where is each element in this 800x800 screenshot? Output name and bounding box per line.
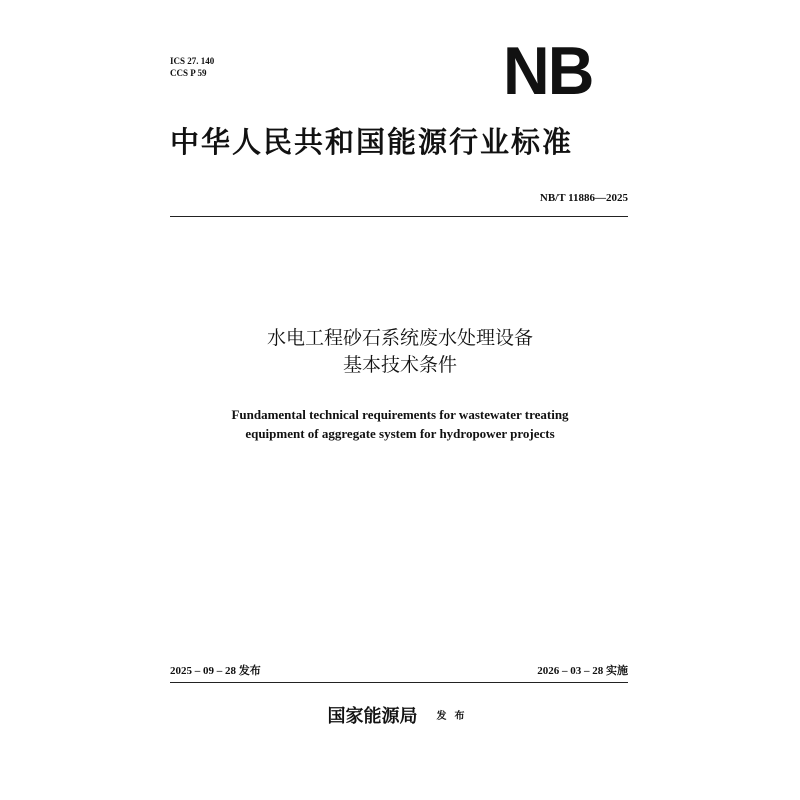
publisher-name: 国家能源局 (327, 706, 418, 727)
standard-category-title: 中华人民共和国能源行业标准 (170, 125, 574, 159)
nb-logo: NB (503, 33, 593, 109)
ics-code: ICS 27. 140 (170, 56, 215, 66)
english-title-line-1: Fundamental technical requirements for wastewater treating (231, 407, 569, 422)
standard-number: NB/T 11886—2025 (539, 192, 628, 204)
classification-codes (170, 55, 214, 79)
chinese-title (170, 325, 630, 379)
implementation-date: 2026 – 03 – 28 实施 (537, 665, 628, 677)
ccs-code: CCS P 59 (170, 68, 207, 78)
issue-date: 2025 – 09 – 28 发布 (170, 665, 261, 677)
bottom-divider (170, 682, 628, 683)
publisher-line (170, 704, 630, 730)
english-title (170, 405, 630, 443)
chinese-title-line-1: 水电工程砂石系统废水处理设备 (266, 327, 533, 349)
chinese-title-line-2: 基本技术条件 (342, 354, 457, 376)
top-divider (170, 216, 628, 217)
publish-action: 发布 (436, 711, 473, 722)
english-title-line-2: equipment of aggregate system for hydropower projects (245, 426, 555, 441)
